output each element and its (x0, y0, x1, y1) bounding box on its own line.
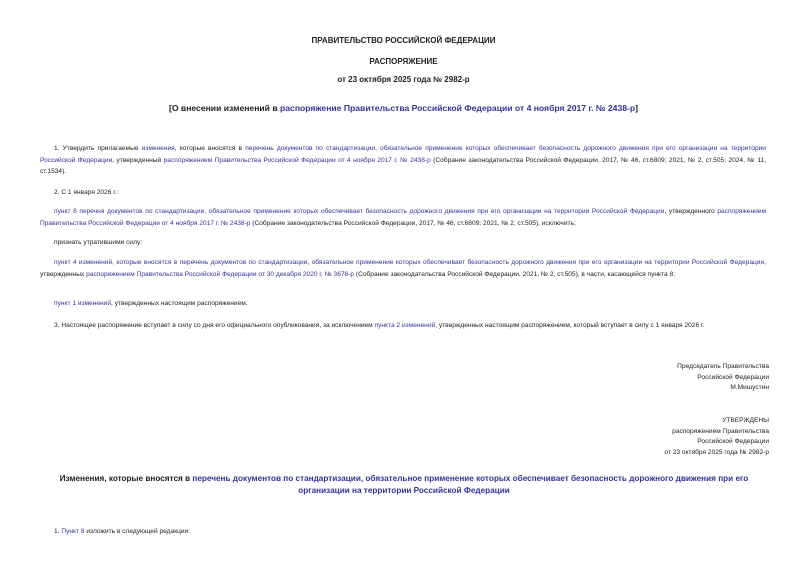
changes-heading: Изменения, которые вносятся в перечень документов по стандартизации, обязательное применение которых обеспечивает безопасность дорожного движения при его организации на территории Российской Федерации (59, 474, 749, 495)
paragraph-5 (40, 257, 766, 280)
document-link[interactable]: пункта 2 изменений (374, 322, 436, 329)
document-link[interactable]: распоряжением Правительства Российской Федерации от 4 ноября 2017 г. № 2438-р (40, 208, 766, 227)
text: , утвержденного (664, 208, 718, 215)
text: изложить в следующей редакции: (84, 528, 191, 535)
paragraph-4 (40, 237, 766, 249)
document-link[interactable]: пункт 4 изменений, которые вносятся в перечень документов по стандартизации, обязательное применение которых обеспечивает безопасность дорожного движения при его организации на территории Российской Федерации (54, 259, 765, 266)
title-link[interactable]: распоряжение Правительства Российской Федерации от 4 ноября 2017 г. № 2438-р (280, 103, 636, 113)
paragraph-6 (40, 298, 766, 310)
document-link[interactable]: пункт 1 изменений (54, 300, 112, 307)
document-link[interactable]: распоряжением Правительства Российской Федерации от 30 декабря 2020 г. № 3678-р (86, 270, 355, 278)
text: 2. С 1 января 2026 г.: (54, 189, 119, 196)
item-1 (40, 526, 766, 538)
doc-date: от 23 октября 2025 года № 2982-р (337, 75, 470, 84)
approved-block: УТВЕРЖДЕНЫ распоряжением Правительства Российской Федерации от 23 октября 2025 года № 2982-р (664, 417, 769, 456)
text: признать утратившими силу: (54, 239, 143, 246)
text: (Собрание законодательства Российской Федерации, 2017, № 46, ст.6809; 2021, № 2, ст.505), исключить; (250, 219, 576, 227)
text: , утвержденный (112, 156, 164, 164)
doc-title: [О внесении изменений в распоряжение Правительства Российской Федерации от 4 ноября 2017 г. № 2438-р] (168, 103, 638, 113)
paragraph-2 (40, 187, 766, 199)
text: 1. (54, 528, 62, 535)
document-link[interactable]: изменения (141, 145, 175, 152)
text: , утвержденных (40, 259, 766, 278)
document-link[interactable]: перечень документов по стандартизации, обязательное применение которых обеспечивает безопасность дорожного движения при его организации на территории Российской Федерации (40, 145, 766, 164)
text: 1. Утвердить прилагаемые (54, 145, 142, 152)
text: (Собрание законодательства Российской Федерации, 2017, № 46, ст.6809; 2021, № 2, ст.505; 2024, № 11, ст.1534). (40, 156, 767, 175)
text: , утвержденных настоящим распоряжением. (111, 300, 248, 307)
document-link[interactable]: Пункт 8 (61, 528, 85, 535)
doc-type: РАСПОРЯЖЕНИЕ (369, 57, 438, 66)
text: , утвержденных настоящим распоряжением, который вступает в силу с 1 января 2026 г. (435, 322, 705, 329)
document-link[interactable]: пункт 8 перечня документов по стандартизации, обязательное применение которых обеспечивает безопасность дорожного движения при его организации на территории Российской Федерации (54, 208, 665, 215)
signature-block: Председатель Правительства Российской Федерации М.Мишустин (677, 363, 769, 391)
text: (Собрание законодательства Российской Федерации, 2021, № 2, ст.505), в части, касающейся пункта 8; (354, 270, 675, 278)
paragraph-3 (40, 206, 766, 229)
text: , которые вносятся в (174, 145, 246, 152)
document-link[interactable]: распоряжением Правительства Российской Федерации от 4 ноября 2017 г. № 2438-р (163, 156, 431, 164)
text: 3. Настоящее распоряжение вступает в силу со дня его официального опубликования, за исключением (54, 322, 375, 329)
org-name: ПРАВИТЕЛЬСТВО РОССИЙСКОЙ ФЕДЕРАЦИИ (311, 36, 496, 45)
changes-heading-link[interactable]: перечень документов по стандартизации, обязательное применение которых обеспечивает безопасность дорожного движения при его организации на территории Российской Федерации (192, 474, 749, 495)
paragraph-1 (40, 143, 766, 178)
paragraph-7 (40, 320, 766, 332)
